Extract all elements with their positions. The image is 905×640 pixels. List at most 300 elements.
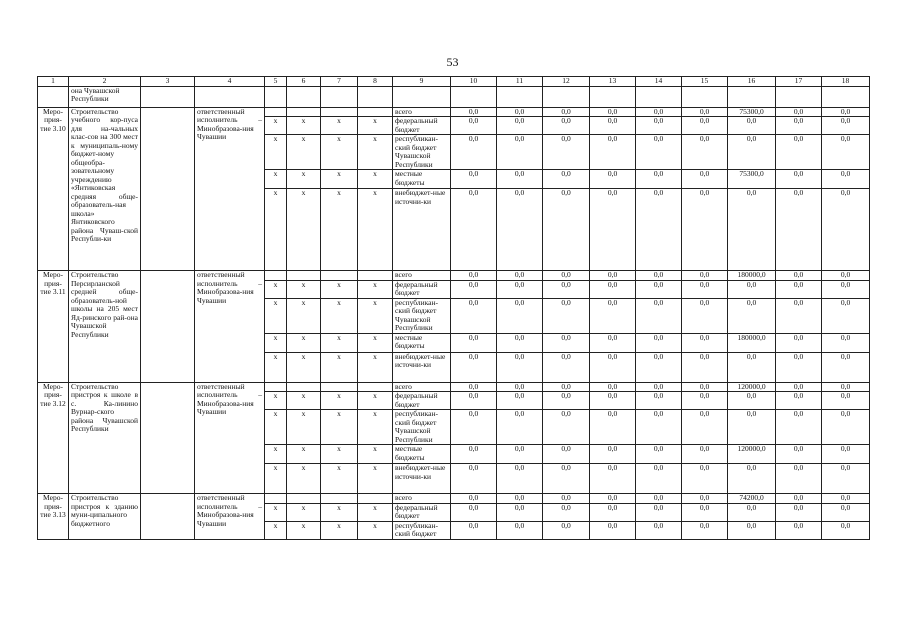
column-number-header: 2 [69, 77, 141, 87]
x-mark: х [358, 352, 393, 382]
table-cell [265, 86, 287, 107]
funding-value: 0,0 [636, 392, 682, 410]
x-mark: х [358, 410, 393, 445]
funding-value: 0,0 [776, 333, 822, 352]
table-cell [682, 86, 728, 107]
funding-value: 0,0 [451, 271, 497, 281]
x-mark: х [265, 280, 287, 298]
funding-value: 0,0 [543, 189, 590, 271]
funding-value: 0,0 [451, 117, 497, 135]
table-cell [265, 382, 287, 392]
funding-source: внебюджет-ные источни-ки [393, 352, 451, 382]
x-mark: х [265, 521, 287, 539]
funding-value: 0,0 [822, 189, 870, 271]
funding-value: 0,0 [776, 445, 822, 464]
funding-value: 0,0 [497, 271, 543, 281]
funding-source: внебюджет-ные источни-ки [393, 189, 451, 271]
funding-value: 0,0 [682, 464, 728, 494]
funding-value: 120000,0 [728, 445, 776, 464]
column-number-header: 11 [497, 77, 543, 87]
table-cell [287, 86, 321, 107]
executor: ответственный исполнитель – Минобразова-ния Чувашии [195, 271, 265, 383]
funding-value: 0,0 [822, 464, 870, 494]
funding-value: 0,0 [497, 445, 543, 464]
funding-value: 0,0 [451, 494, 497, 504]
funding-value: 0,0 [543, 503, 590, 521]
funding-source: федеральный бюджет [393, 503, 451, 521]
funding-value: 0,0 [497, 280, 543, 298]
funding-source: внебюджет-ные источни-ки [393, 464, 451, 494]
x-mark: х [287, 392, 321, 410]
funding-value: 0,0 [636, 271, 682, 281]
table-cell [636, 86, 682, 107]
funding-value: 0,0 [636, 521, 682, 539]
funding-value: 0,0 [822, 333, 870, 352]
funding-value: 0,0 [682, 170, 728, 189]
table-cell [497, 86, 543, 107]
column-number-row [38, 77, 870, 87]
table-row [38, 494, 870, 504]
funding-value: 0,0 [776, 410, 822, 445]
x-mark: х [358, 445, 393, 464]
x-mark: х [321, 392, 358, 410]
x-mark: х [321, 521, 358, 539]
funding-value: 0,0 [497, 107, 543, 117]
executor: ответственный исполнитель – Минобразова-ния Чувашии [195, 382, 265, 494]
funding-value: 0,0 [543, 392, 590, 410]
funding-value: 0,0 [728, 135, 776, 170]
funding-value: 0,0 [636, 135, 682, 170]
table-cell [287, 107, 321, 117]
funding-value: 0,0 [776, 135, 822, 170]
column-number-header: 9 [393, 77, 451, 87]
funding-value: 0,0 [497, 464, 543, 494]
funding-source: всего [393, 271, 451, 281]
x-mark: х [265, 333, 287, 352]
funding-value: 0,0 [497, 521, 543, 539]
table-cell [822, 86, 870, 107]
funding-value: 0,0 [776, 521, 822, 539]
funding-value: 75300,0 [728, 107, 776, 117]
table-cell [321, 382, 358, 392]
funding-value: 120000,0 [728, 382, 776, 392]
x-mark: х [265, 392, 287, 410]
funding-value: 0,0 [776, 117, 822, 135]
funding-value: 0,0 [682, 494, 728, 504]
funding-value: 0,0 [590, 189, 636, 271]
continuation-row [38, 86, 870, 107]
x-mark: х [287, 189, 321, 271]
funding-value: 0,0 [822, 170, 870, 189]
funding-value: 0,0 [728, 352, 776, 382]
x-mark: х [321, 410, 358, 445]
funding-value: 0,0 [682, 392, 728, 410]
x-mark: х [321, 135, 358, 170]
funding-value: 0,0 [636, 464, 682, 494]
funding-value: 0,0 [497, 392, 543, 410]
event-name-continuation: она Чувашской Республики [69, 86, 141, 107]
funding-value: 0,0 [776, 271, 822, 281]
funding-value: 0,0 [682, 135, 728, 170]
event-id: Меро-прия-тие 3.10 [38, 107, 69, 271]
funding-value: 0,0 [822, 410, 870, 445]
funding-value: 0,0 [497, 170, 543, 189]
funding-value: 0,0 [682, 107, 728, 117]
funding-value: 0,0 [590, 494, 636, 504]
x-mark: х [321, 503, 358, 521]
funding-value: 0,0 [682, 271, 728, 281]
funding-value: 0,0 [451, 521, 497, 539]
table-cell [728, 86, 776, 107]
x-mark: х [321, 333, 358, 352]
funding-value: 0,0 [728, 280, 776, 298]
funding-value: 74200,0 [728, 494, 776, 504]
funding-value: 0,0 [451, 107, 497, 117]
funding-value: 0,0 [451, 352, 497, 382]
table-cell [141, 382, 195, 494]
funding-value: 0,0 [822, 135, 870, 170]
funding-source: местные бюджеты [393, 445, 451, 464]
funding-value: 0,0 [543, 298, 590, 333]
funding-source: всего [393, 107, 451, 117]
funding-value: 0,0 [451, 333, 497, 352]
table-cell [321, 86, 358, 107]
x-mark: х [358, 521, 393, 539]
funding-value: 0,0 [451, 503, 497, 521]
table-cell [287, 494, 321, 504]
funding-value: 0,0 [822, 445, 870, 464]
funding-value: 0,0 [451, 170, 497, 189]
funding-value: 0,0 [590, 410, 636, 445]
funding-value: 0,0 [590, 503, 636, 521]
funding-value: 0,0 [776, 352, 822, 382]
funding-value: 0,0 [728, 521, 776, 539]
table-cell [358, 107, 393, 117]
table-cell [358, 382, 393, 392]
table-row [38, 107, 870, 117]
page-number: 53 [446, 55, 459, 69]
funding-value: 0,0 [451, 410, 497, 445]
x-mark: х [321, 352, 358, 382]
funding-value: 0,0 [776, 494, 822, 504]
funding-value: 0,0 [451, 189, 497, 271]
funding-value: 0,0 [776, 464, 822, 494]
funding-value: 0,0 [822, 392, 870, 410]
funding-source: республикан-ский бюджет Чувашской Республики [393, 298, 451, 333]
funding-value: 0,0 [497, 503, 543, 521]
x-mark: х [287, 135, 321, 170]
funding-value: 0,0 [590, 298, 636, 333]
column-number-header: 5 [265, 77, 287, 87]
funding-value: 0,0 [822, 382, 870, 392]
funding-value: 0,0 [543, 333, 590, 352]
x-mark: х [321, 445, 358, 464]
funding-value: 0,0 [682, 352, 728, 382]
x-mark: х [321, 464, 358, 494]
funding-value: 0,0 [636, 117, 682, 135]
funding-value: 0,0 [636, 352, 682, 382]
table-cell [141, 271, 195, 383]
column-number-header: 4 [195, 77, 265, 87]
funding-value: 0,0 [590, 107, 636, 117]
x-mark: х [265, 503, 287, 521]
x-mark: х [321, 189, 358, 271]
funding-value: 0,0 [728, 298, 776, 333]
funding-value: 0,0 [728, 464, 776, 494]
funding-value: 0,0 [451, 298, 497, 333]
x-mark: х [287, 352, 321, 382]
column-number-header: 18 [822, 77, 870, 87]
funding-value: 0,0 [636, 333, 682, 352]
funding-value: 0,0 [776, 382, 822, 392]
funding-value: 0,0 [822, 280, 870, 298]
funding-value: 0,0 [636, 445, 682, 464]
x-mark: х [287, 280, 321, 298]
x-mark: х [265, 352, 287, 382]
funding-value: 0,0 [497, 382, 543, 392]
funding-value: 0,0 [590, 392, 636, 410]
event-name: Строительство пристроя к зданию муни-ципального бюджетного [69, 494, 141, 540]
table-cell [358, 86, 393, 107]
table-cell [321, 107, 358, 117]
table-cell [590, 86, 636, 107]
column-number-header: 15 [682, 77, 728, 87]
event-id: Меро-прия-тие 3.13 [38, 494, 69, 540]
funding-value: 0,0 [543, 117, 590, 135]
funding-value: 0,0 [728, 410, 776, 445]
funding-value: 0,0 [776, 280, 822, 298]
funding-value: 0,0 [636, 494, 682, 504]
x-mark: х [265, 170, 287, 189]
funding-value: 0,0 [776, 107, 822, 117]
funding-value: 0,0 [636, 280, 682, 298]
column-number-header: 13 [590, 77, 636, 87]
x-mark: х [358, 298, 393, 333]
budget-table [37, 76, 870, 540]
funding-source: федеральный бюджет [393, 117, 451, 135]
x-mark: х [265, 298, 287, 333]
funding-value: 0,0 [682, 410, 728, 445]
x-mark: х [265, 189, 287, 271]
funding-value: 0,0 [543, 445, 590, 464]
funding-value: 180000,0 [728, 271, 776, 281]
x-mark: х [265, 135, 287, 170]
funding-value: 0,0 [451, 392, 497, 410]
x-mark: х [358, 135, 393, 170]
event-id: Меро-прия-тие 3.12 [38, 382, 69, 494]
funding-value: 0,0 [590, 352, 636, 382]
table-cell [393, 86, 451, 107]
x-mark: х [287, 445, 321, 464]
funding-value: 0,0 [543, 521, 590, 539]
executor: ответственный исполнитель – Минобразова-ния Чувашии [195, 107, 265, 271]
table-cell [265, 271, 287, 281]
funding-value: 0,0 [451, 464, 497, 494]
x-mark: х [265, 445, 287, 464]
funding-value: 0,0 [822, 107, 870, 117]
table-cell [451, 86, 497, 107]
funding-value: 0,0 [636, 189, 682, 271]
funding-value: 0,0 [682, 280, 728, 298]
x-mark: х [358, 117, 393, 135]
table-cell [543, 86, 590, 107]
funding-value: 75300,0 [728, 170, 776, 189]
funding-value: 0,0 [451, 382, 497, 392]
funding-value: 0,0 [822, 521, 870, 539]
x-mark: х [287, 521, 321, 539]
funding-source: федеральный бюджет [393, 392, 451, 410]
column-number-header: 7 [321, 77, 358, 87]
funding-value: 0,0 [682, 445, 728, 464]
table-row [38, 271, 870, 281]
funding-value: 0,0 [590, 521, 636, 539]
column-number-header: 17 [776, 77, 822, 87]
x-mark: х [287, 503, 321, 521]
funding-value: 0,0 [543, 382, 590, 392]
table-cell [141, 107, 195, 271]
funding-value: 0,0 [543, 410, 590, 445]
funding-value: 0,0 [590, 445, 636, 464]
funding-value: 0,0 [451, 445, 497, 464]
table-cell [195, 86, 265, 107]
funding-value: 0,0 [636, 107, 682, 117]
x-mark: х [287, 464, 321, 494]
funding-value: 0,0 [590, 135, 636, 170]
x-mark: х [358, 503, 393, 521]
x-mark: х [358, 170, 393, 189]
x-mark: х [358, 333, 393, 352]
table-cell [358, 271, 393, 281]
x-mark: х [287, 410, 321, 445]
table-cell [287, 382, 321, 392]
funding-value: 0,0 [497, 352, 543, 382]
funding-value: 0,0 [636, 382, 682, 392]
funding-value: 0,0 [636, 298, 682, 333]
funding-value: 0,0 [728, 392, 776, 410]
table-cell [265, 107, 287, 117]
table-cell [141, 86, 195, 107]
x-mark: х [265, 464, 287, 494]
event-name: Строительство пристроя к школе в с. Ка-линино Вурнар-ского района Чувашской Республики [69, 382, 141, 494]
funding-value: 0,0 [590, 333, 636, 352]
table-cell [141, 494, 195, 540]
funding-value: 0,0 [682, 521, 728, 539]
funding-source: местные бюджеты [393, 333, 451, 352]
funding-value: 0,0 [543, 170, 590, 189]
funding-value: 0,0 [497, 117, 543, 135]
funding-value: 0,0 [590, 170, 636, 189]
funding-value: 0,0 [543, 352, 590, 382]
funding-value: 0,0 [543, 280, 590, 298]
funding-value: 180000,0 [728, 333, 776, 352]
funding-value: 0,0 [822, 352, 870, 382]
column-number-header: 12 [543, 77, 590, 87]
funding-value: 0,0 [543, 494, 590, 504]
funding-source: местные бюджеты [393, 170, 451, 189]
funding-value: 0,0 [451, 135, 497, 170]
x-mark: х [321, 280, 358, 298]
funding-value: 0,0 [590, 464, 636, 494]
funding-value: 0,0 [497, 189, 543, 271]
column-number-header: 3 [141, 77, 195, 87]
funding-source: республикан-ский бюджет Чувашской Республики [393, 135, 451, 170]
funding-value: 0,0 [682, 189, 728, 271]
event-name: Строительство Персирланской средней обще-образователь-ной школы на 205 мест Яд-ринского рай-она Чувашской Республики [69, 271, 141, 383]
funding-value: 0,0 [822, 117, 870, 135]
funding-value: 0,0 [776, 298, 822, 333]
x-mark: х [321, 298, 358, 333]
x-mark: х [358, 280, 393, 298]
funding-value: 0,0 [682, 503, 728, 521]
table-cell [265, 494, 287, 504]
table-cell [776, 86, 822, 107]
table-cell [358, 494, 393, 504]
funding-value: 0,0 [822, 503, 870, 521]
event-name: Строительство учебного кор-пуса для на-чальных клас-сов на 300 мест к муниципаль-ному бюджет-ному общеобра-зовательному учреждению «Янтиковская средняя обще-образователь-ная школа» Янтиковского района Чуваш-ской Республи-ки [69, 107, 141, 271]
funding-value: 0,0 [451, 280, 497, 298]
funding-value: 0,0 [636, 503, 682, 521]
funding-source: всего [393, 494, 451, 504]
table-cell [321, 271, 358, 281]
x-mark: х [358, 392, 393, 410]
funding-value: 0,0 [776, 170, 822, 189]
x-mark: х [358, 189, 393, 271]
x-mark: х [321, 170, 358, 189]
funding-value: 0,0 [682, 298, 728, 333]
funding-value: 0,0 [728, 189, 776, 271]
executor: ответственный исполнитель – Минобразова-ния Чувашии [195, 494, 265, 540]
funding-value: 0,0 [497, 410, 543, 445]
funding-value: 0,0 [776, 189, 822, 271]
event-id: Меро-прия-тие 3.11 [38, 271, 69, 383]
funding-value: 0,0 [728, 117, 776, 135]
table-cell [287, 271, 321, 281]
x-mark: х [287, 298, 321, 333]
column-number-header: 6 [287, 77, 321, 87]
funding-source: федеральный бюджет [393, 280, 451, 298]
funding-value: 0,0 [822, 271, 870, 281]
funding-value: 0,0 [776, 503, 822, 521]
x-mark: х [358, 464, 393, 494]
table-cell [321, 494, 358, 504]
funding-value: 0,0 [497, 494, 543, 504]
funding-value: 0,0 [728, 503, 776, 521]
column-number-header: 16 [728, 77, 776, 87]
column-number-header: 8 [358, 77, 393, 87]
funding-value: 0,0 [590, 280, 636, 298]
funding-source: республикан-ский бюджет [393, 521, 451, 539]
table-cell [38, 86, 69, 107]
funding-value: 0,0 [497, 298, 543, 333]
funding-value: 0,0 [543, 107, 590, 117]
x-mark: х [287, 333, 321, 352]
x-mark: х [287, 117, 321, 135]
funding-source: всего [393, 382, 451, 392]
funding-value: 0,0 [543, 135, 590, 170]
funding-value: 0,0 [636, 170, 682, 189]
funding-value: 0,0 [822, 494, 870, 504]
x-mark: х [265, 117, 287, 135]
funding-value: 0,0 [682, 333, 728, 352]
x-mark: х [265, 410, 287, 445]
table-row [38, 382, 870, 392]
funding-value: 0,0 [590, 117, 636, 135]
funding-value: 0,0 [590, 382, 636, 392]
funding-value: 0,0 [776, 392, 822, 410]
column-number-header: 14 [636, 77, 682, 87]
funding-value: 0,0 [497, 135, 543, 170]
x-mark: х [321, 117, 358, 135]
